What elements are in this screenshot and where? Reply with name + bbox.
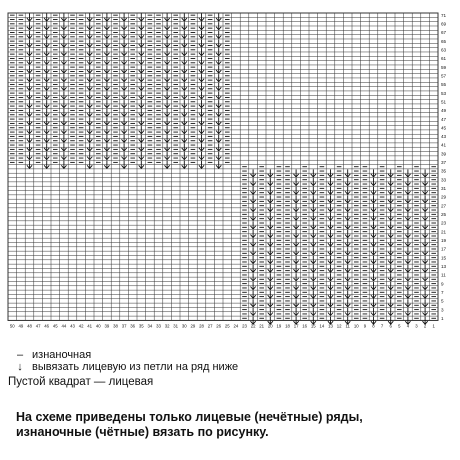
- column-number-label: 34: [147, 323, 153, 329]
- column-number-label: 21: [259, 323, 265, 329]
- column-number-label: 7: [380, 323, 384, 329]
- row-number-label: 3: [441, 307, 444, 313]
- column-number-label: 37: [121, 323, 127, 329]
- row-number-label: 35: [441, 168, 447, 174]
- column-number-label: 6: [389, 323, 392, 329]
- row-number-label: 23: [441, 220, 447, 226]
- purl-symbol: –: [16, 349, 24, 361]
- down-arrow-icon: ↓: [17, 361, 23, 373]
- column-number-label: 46: [44, 323, 50, 329]
- column-number-label: 33: [156, 323, 161, 329]
- column-number-label: 28: [199, 323, 204, 329]
- column-number-label: 48: [27, 323, 32, 329]
- legend-empty-label: Пустой квадрат — лицевая: [8, 376, 154, 388]
- column-number-label: 24: [233, 323, 239, 329]
- column-number-label: 43: [70, 323, 75, 329]
- column-number-label: 36: [130, 323, 136, 329]
- legend-arrow: [14, 361, 238, 374]
- column-number-label: 14: [319, 323, 325, 329]
- column-number-label: 49: [18, 323, 24, 329]
- row-number-label: 33: [441, 177, 447, 183]
- row-number-label: 13: [441, 263, 447, 269]
- column-number-label: 17: [293, 323, 299, 329]
- row-number-label: 27: [441, 203, 447, 209]
- column-number-label: 38: [113, 323, 118, 329]
- column-number-label: 35: [138, 323, 144, 329]
- row-number-label: 37: [441, 160, 447, 166]
- row-number-label: 15: [441, 255, 447, 261]
- column-number-label: 39: [104, 323, 110, 329]
- column-number-label: 12: [336, 323, 342, 329]
- column-number-label: 25: [224, 323, 230, 329]
- row-number-label: 63: [441, 47, 447, 53]
- column-number-label: 27: [207, 323, 213, 329]
- row-number-label: 39: [441, 151, 447, 157]
- row-number-label: 43: [441, 134, 447, 140]
- column-number-label: 26: [216, 323, 222, 329]
- row-number-label: 41: [441, 142, 447, 148]
- row-number-label: 9: [441, 281, 444, 287]
- column-number-label: 11: [345, 323, 350, 329]
- note-line-2: изнаночные (чётные) вязать по рисунку.: [16, 425, 269, 439]
- column-number-label: 18: [285, 323, 290, 329]
- column-number-label: 50: [9, 323, 15, 329]
- column-number-label: 13: [328, 323, 333, 329]
- row-number-label: 61: [441, 56, 447, 62]
- row-number-label: 1: [441, 315, 444, 321]
- column-number-label: 44: [61, 323, 67, 329]
- row-number-label: 51: [441, 99, 447, 105]
- column-number-label: 9: [363, 323, 367, 329]
- row-number-label: 49: [441, 108, 447, 114]
- row-number-label: 21: [441, 229, 447, 235]
- legend-arrow-label: вывязать лицевую из петли на ряд ниже: [32, 361, 239, 373]
- row-number-label: 65: [441, 38, 447, 44]
- row-number-label: 31: [441, 186, 447, 192]
- column-number-label: 5: [398, 323, 401, 329]
- chart-note: [16, 410, 446, 440]
- legend-empty: [8, 376, 153, 389]
- column-number-label: 16: [302, 323, 308, 329]
- row-number-label: 69: [441, 21, 447, 27]
- row-number-label: 71: [441, 12, 447, 18]
- column-number-label: 8: [372, 323, 375, 329]
- row-number-label: 17: [441, 246, 447, 252]
- row-number-label: 45: [441, 125, 447, 131]
- column-number-label: 30: [181, 323, 187, 329]
- column-number-label: 19: [276, 323, 282, 329]
- row-number-label: 57: [441, 73, 447, 79]
- column-number-label: 20: [267, 323, 273, 329]
- column-number-label: 15: [310, 323, 316, 329]
- column-number-label: 31: [173, 323, 179, 329]
- row-number-label: 25: [441, 212, 447, 218]
- row-number-label: 11: [441, 272, 446, 278]
- row-number-label: 7: [441, 289, 444, 295]
- column-number-label: 45: [52, 323, 58, 329]
- row-number-label: 55: [441, 82, 447, 88]
- column-number-label: 4: [406, 323, 410, 329]
- row-number-label: 5: [441, 298, 444, 304]
- note-line-1: На схеме приведены только лицевые (нечётные) ряды,: [16, 410, 363, 424]
- column-number-label: 41: [87, 323, 93, 329]
- column-number-label: 10: [353, 323, 359, 329]
- column-number-label: 42: [78, 323, 84, 329]
- row-number-label: 53: [441, 90, 447, 96]
- column-number-label: 32: [164, 323, 170, 329]
- column-number-label: 40: [95, 323, 101, 329]
- row-number-label: 47: [441, 116, 447, 122]
- row-number-label: 19: [441, 237, 447, 243]
- column-number-label: 23: [242, 323, 247, 329]
- column-number-label: 29: [190, 323, 196, 329]
- row-number-label: 29: [441, 194, 447, 200]
- column-number-label: 2: [423, 323, 427, 329]
- legend-purl-label: изнаночная: [32, 349, 92, 361]
- row-number-label: 59: [441, 64, 447, 70]
- column-number-label: 47: [35, 323, 41, 329]
- row-number-label: 67: [441, 30, 447, 36]
- column-number-label: 1: [432, 323, 435, 329]
- column-number-label: 22: [250, 323, 256, 329]
- column-number-label: 3: [415, 323, 418, 329]
